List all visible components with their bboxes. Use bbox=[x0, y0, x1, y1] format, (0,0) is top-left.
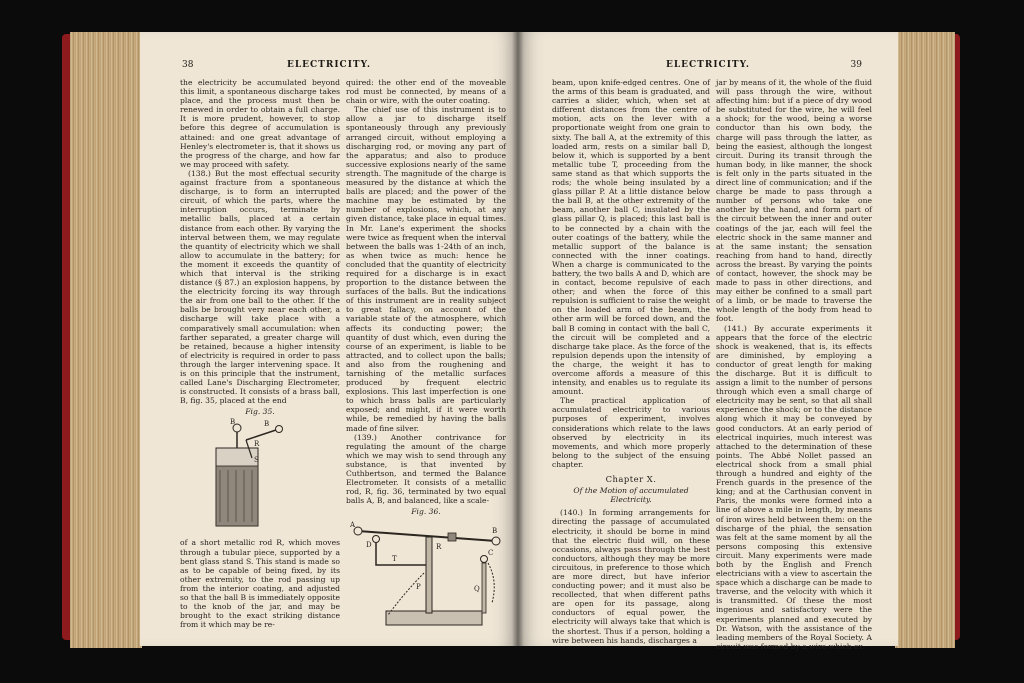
paragraph: jar by means of it, the whole of the fluid will pass through the wire, without affecting him: but if a piece of dry wood be substituted for the wire, he will feel a shock; for the wood, being a worse conductor than his own body, the charge will pass through the latter, as being the easiest, although the longest circuit. During its transit through the human body, in like manner, the shock is felt only in the parts situated in the direct line of communication; and if the charge be made to pass through a number of persons who take one another by the hand, and form part of the circuit between the inner and outer coatings of the jar, each will feel the electric shock in the same manner and at the same instant; the sensation reaching from hand to hand, directly across the breast. By varying the points of contact, however, the shock may be made to pass in other directions, and may either be confined to a small part of a limb, or be made to traverse the whole length of the body from head to foot. bbox=[716, 78, 872, 324]
paragraph: The chief use of this instrument is to allow a jar to discharge itself spontaneously through any previously arranged circuit, without employing a discharging rod, or moving any part of the apparatus; and also to produce successive explosions nearly of the same strength. The magnitude of the charge is measured by the distance at which the balls are placed; and the power of the machine may be estimated by the number of explosions, which, at any given distance, take place in equal times. In Mr. Lane's experiment the shocks were twice as frequent when the interval between the balls was 1-24th of an inch, as when twice as much: hence he concluded that the quantity of electricity required for a discharge is in exact proportion to the distance between the surfaces of the balls. But the indications of this instrument are in reality subject to great fallacy, on account of the variable state of the atmosphere, which affects its conducting power; the quantity of dust which, even during the course of an experiment, is liable to be attracted, and to collect upon the balls; and also from the roughening and tarnishing of the metallic surfaces produced by frequent electric explosions. This last imperfection is one to which brass balls are particularly exposed; and might, if it were worth while, be remedied by having the balls made of fine silver. bbox=[346, 105, 506, 433]
fig36-illustration bbox=[346, 519, 506, 635]
fig35-label-b2: B bbox=[264, 420, 270, 429]
book-gutter bbox=[512, 32, 524, 646]
paragraph: beam, upon knife-edged centres. One of the arms of this beam is graduated, and carries a slider, which, when set at different distances from the centre of motion, acts on the lever with a proportionate weight from one grain to sixty. The ball A, at the extremity of this loaded arm, rests on a similar ball D, below it, which is supported by a bent metallic tube T, proceeding from the same stand as that which supports the rods; the whole being insulated by a glass pillar P. At a little distance below the ball B, at the other extremity of the beam, another ball C, insulated by the glass pillar Q, is placed; this last ball is to be connected by a chain with the outer coatings of the battery, while the metallic support of the balance is connected with the inner coatings. When a charge is communicated to the battery, the two balls A and D, which are in contact, become repulsive of each other; and when the force of this repulsion is sufficient to raise the weight on the loaded arm of the beam, the other arm will be forced down, and the ball B coming in contact with the ball C, the circuit will be completed and a discharge take place. As the force of the repulsion depends upon the intensity of the charge, the weight it has to overcome affords a measure of this intensity, and enables us to regulate its amount. bbox=[552, 78, 710, 397]
right-running-head: ELECTRICITY. bbox=[665, 60, 751, 70]
chapter-title: Chapter X. bbox=[605, 474, 657, 485]
left-column-1 bbox=[180, 78, 340, 629]
left-running-head: ELECTRICITY. bbox=[286, 60, 372, 70]
page-edges-left bbox=[70, 32, 142, 648]
fig36-label-q: Q bbox=[474, 584, 480, 593]
paragraph: (141.) By accurate experiments it appears that the force of the electric shock is weakened, that is, its effects are diminished, by employing a conductor of great length for making the discharge. But it is difficult to assign a limit to the number of persons through which even a small charge of electricity may be sent, so that all shall experience the shock; or to the distance along which it may be conveyed by good conductors. At an early period of electrical inquiries, much interest was attached to the determination of these points. The Abbé Nollet passed an electrical shock from a small phial through a hundred and eighty of the French guards in the presence of the king; and at the Carthusian convent in Paris, the monks were formed into a line of above a mile in length, by means of iron wires held between them: on the discharge of the phial, the sensation was felt at the same moment by all the persons composing this extensive circuit. Many experiments were made both by the English and French electricians with a view to ascertain the space which a discharge can be made to traverse, and the velocity with which it is transmitted. Of these the most ingenious and satisfactory were the experiments planned and executed by Dr. Watson, with the assistance of the leading members of the Royal Society. A circuit was formed by a wire which ex- bbox=[716, 323, 872, 651]
paragraph: (138.) But the most effectual security against fracture from a spontaneous discharge, is to form an interrupted circuit, of which the parts, where the interruption occurs, terminate by metallic balls, placed at a certain distance from each other. By varying the interval between them, we may regulate the quantity of electricity which we shall allow to accumulate in the battery; for the moment it exceeds the quantity of which that interval is the striking distance (§ 87.) an explosion happens, by the electricity forcing its way through the air from one ball to the other. If the balls be brought very near each other, a discharge will take place with a comparatively small accumulation: when farther separated, a greater charge will be retained, because a higher intensity of electricity is required in order to pass through the larger intervening space. It is on this principle that the instrument, called Lane's Discharging Electrometer, is constructed. It consists of a brass ball, B, fig. 35, placed at the end bbox=[180, 168, 340, 406]
right-page bbox=[518, 32, 898, 651]
fig36-label-t: T bbox=[392, 554, 397, 563]
fig35-label-r: R bbox=[254, 440, 260, 449]
fig35-caption: Fig. 35. bbox=[245, 407, 275, 417]
fig36-label-a: A bbox=[350, 520, 356, 529]
paragraph: (140.) In forming arrangements for directing the passage of accumulated electricity, it should be borne in mind that the electric fluid will, on these occasions, always pass through the best conductors, although they may be more circuitous, in preference to those which are more direct, but have inferior conducting power; and it must also be recollected, that when different paths are open for its passage, along conductors of equal power, the electricity will always take that which is the shortest. Thus if a person, holding a wire between his hands, discharges a bbox=[552, 508, 710, 645]
left-page-header bbox=[140, 60, 518, 74]
paragraph: The practical application of accumulated electricity to various purposes of experiment, involves considerations which relate to the laws observed by electricity in its movements, and which more properly belong to the subject of the ensuing chapter. bbox=[552, 396, 710, 469]
page-edges-right bbox=[895, 32, 955, 648]
fig35-illustration bbox=[180, 418, 340, 538]
paragraph: quired: the other end of the moveable rod must be connected, by means of a chain or wire, with the outer coating. bbox=[346, 78, 506, 106]
left-column-2 bbox=[346, 78, 506, 635]
paragraph: the electricity be accumulated beyond this limit, a spontaneous discharge takes place, and the process must then be renewed in order to obtain a full charge. It is more prudent, however, to stop before this degree of accumulation is attained: and one great advantage of Henley's electrometer is, that it shows us the progress of the charge, and how far we may proceed with safety. bbox=[180, 78, 340, 169]
chapter-subtitle: Of the Motion of accumulated Electricity. bbox=[573, 486, 689, 505]
left-page-number: 38 bbox=[182, 60, 194, 70]
fig36-label-r: R bbox=[436, 542, 442, 551]
fig36-label-d: D bbox=[366, 540, 372, 549]
right-column-2 bbox=[716, 78, 872, 651]
paragraph: of a short metallic rod R, which moves through a tubular piece, supported by a bent glass stand S. This stand is made so as to be capable of being fixed, by its other extremity, to the rod passing up from the interior coating, and adjusted so that the ball B is immediately opposite to the knob of the jar, and may be brought to the exact striking distance from it which may be re- bbox=[180, 538, 340, 630]
left-page bbox=[140, 32, 518, 646]
fig36-label-p: P bbox=[416, 582, 421, 591]
fig36-label-c: C bbox=[488, 548, 494, 557]
right-page-number: 39 bbox=[850, 60, 862, 70]
right-column-1 bbox=[552, 78, 710, 645]
fig35-label-s: S bbox=[254, 456, 259, 465]
fig35-label-b1: B bbox=[230, 418, 236, 427]
right-page-header bbox=[518, 60, 898, 74]
paragraph: (139.) Another contrivance for regulating the amount of the charge which we may wish to send through any substance, is that invented by Cuthbertson, and termed the Balance Electrometer. It consists of a metallic rod, R, fig. 36, terminated by two equal balls A, B, and balanced, like a scale- bbox=[346, 432, 506, 506]
fig36-caption: Fig. 36. bbox=[411, 507, 441, 517]
fig36-label-b: B bbox=[492, 526, 498, 535]
